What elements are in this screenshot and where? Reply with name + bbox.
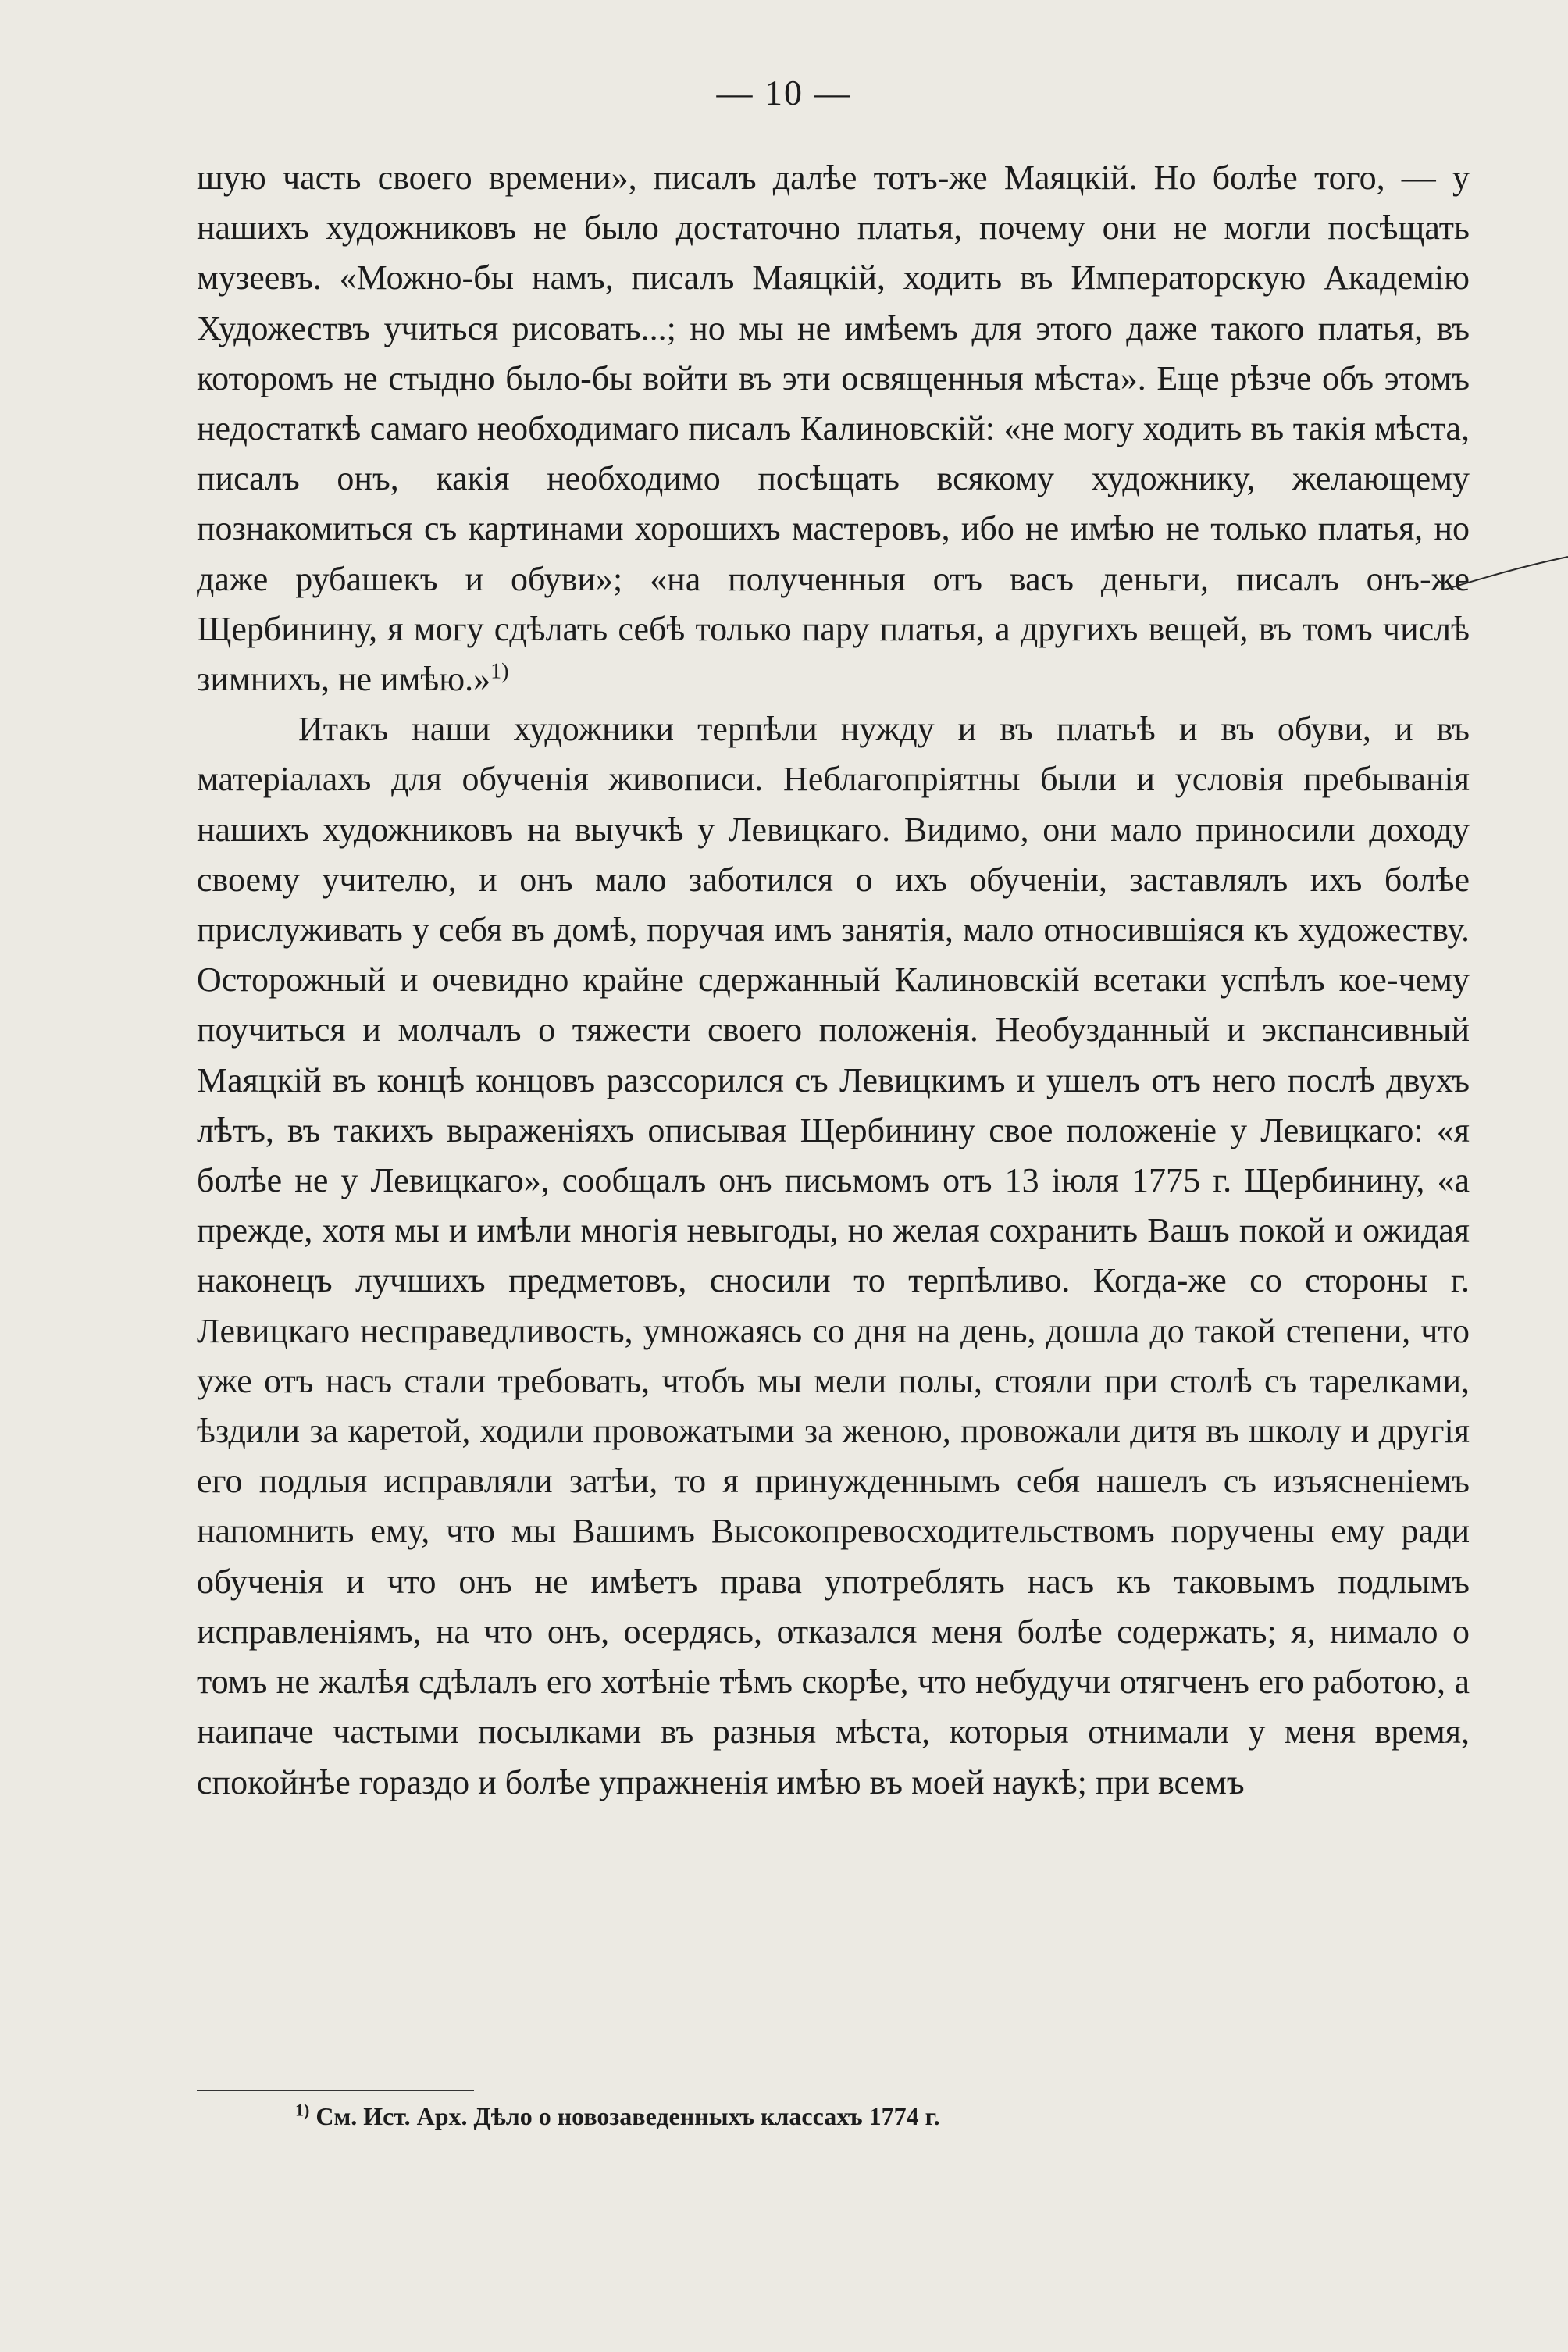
paragraph-1-text: шую часть своего времени», писалъ далѣе тотъ-же Маяцкій. Но болѣе того, — у нашихъ художниковъ не было достаточно платья, почему они не могли посѣщать музеевъ. «Можно-бы намъ, писалъ Маяцкій, ходить въ Императорскую Академію Художествъ учиться рисовать...; но мы не имѣемъ для этого даже такого платья, въ которомъ не стыдно было-бы войти въ эти освященныя мѣста». Еще рѣзче объ этомъ недостаткѣ самаго необходимаго писалъ Калиновскій: «не могу ходить въ такія мѣста, писалъ онъ, какія необходимо посѣщать всякому художнику, желающему познакомиться съ картинами хорошихъ мастеровъ, ибо не имѣю не только платья, но даже рубашекъ и обуви»; «на полученныя отъ васъ деньги, писалъ онъ-же Щербинину, я могу сдѣлать себѣ только пару платья, а другихъ вещей, въ томъ числѣ зимнихъ, не имѣю.» <box>197 159 1470 699</box>
footnote-divider <box>197 2090 474 2091</box>
body-text <box>197 153 1470 1808</box>
footnote-reference[interactable]: 1) <box>490 659 509 684</box>
footnote <box>295 2099 940 2133</box>
footnote-text: См. Ист. Арх. Дѣло о новозаведенныхъ классахъ 1774 г. <box>315 2102 940 2130</box>
paragraph-2 <box>197 704 1470 1807</box>
paragraph-1 <box>197 153 1470 704</box>
paragraph-2-text: Итакъ наши художники терпѣли нужду и въ платьѣ и въ обуви, и въ матеріалахъ для обученія живописи. Неблагопріятны были и условія пребыванія нашихъ художниковъ на выучкѣ у Левицкаго. Видимо, они мало приносили доходу своему учителю, и онъ мало заботился о ихъ обученіи, заставлялъ ихъ болѣе прислуживать у себя въ домѣ, поручая имъ занятія, мало относившіяся къ художеству. Осторожный и очевидно крайне сдержанный Калиновскій всетаки успѣлъ кое-чему поучиться и молчалъ о тяжести своего положенія. Необузданный и экспансивный Маяцкій въ концѣ концовъ разссорился съ Левицкимъ и ушелъ отъ него послѣ двухъ лѣтъ, въ такихъ выраженіяхъ описывая Щербинину свое положеніе у Левицкаго: «я болѣе не у Левицкаго», сообщалъ онъ письмомъ отъ 13 іюля 1775 г. Щербинину, «а прежде, хотя мы и имѣли многія невыгоды, но желая сохранить Вашъ покой и ожидая наконецъ лучшихъ предметовъ, сносили то терпѣливо. Когда-же со стороны г. Левицкаго несправедливость, умножаясь со дня на день, дошла до такой степени, что уже отъ насъ стали требовать, чтобъ мы мели полы, стояли при столѣ съ тарелками, ѣздили за каретой, ходили провожатыми за женою, провожали дитя въ школу и другія его подлыя исправляли затѣи, то я принужденнымъ себя нашелъ съ изъясненіемъ напомнить ему, что мы Вашимъ Высокопревосходительствомъ поручены ему ради обученія и что онъ не имѣетъ права употреблять насъ къ таковымъ подлымъ исправленіямъ, на что онъ, осердясь, отказался меня болѣе содержать; я, нимало о томъ не жалѣя сдѣлалъ его хотѣніе тѣмъ скорѣе, что небудучи отягченъ его работою, а наипаче частыми посылками въ разныя мѣста, которыя отнимали у меня время, спокойнѣе гораздо и болѣе упражненія имѣю въ моей наукѣ; при всемъ <box>197 710 1470 1801</box>
page-number: — 10 — <box>716 73 852 112</box>
margin-pen-stroke <box>1445 551 1568 597</box>
footnote-mark: 1) <box>295 2100 310 2120</box>
